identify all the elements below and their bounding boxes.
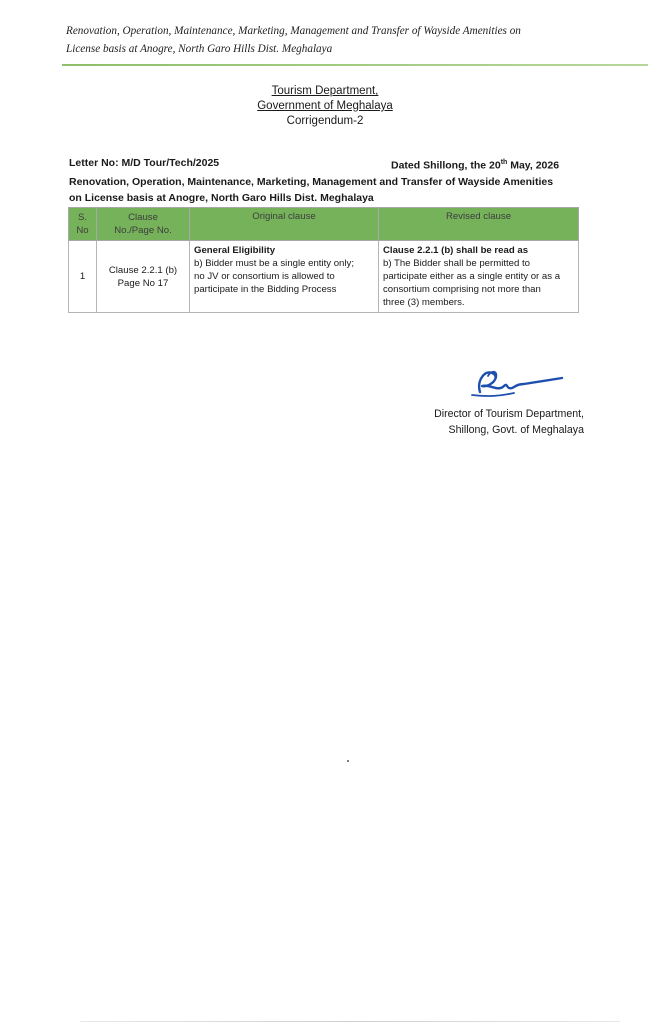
- header-original: Original clause: [190, 208, 379, 241]
- subject-block: [69, 174, 579, 206]
- letter-date: [391, 156, 559, 173]
- header-sno-line-1: S.: [77, 212, 88, 223]
- table-header-row: [69, 208, 579, 241]
- signatory-location: Shillong, Govt. of Meghalaya: [448, 424, 584, 436]
- revised-line: three (3) members.: [383, 297, 465, 308]
- row-sno: 1: [69, 241, 97, 313]
- date-suffix: May, 2026: [507, 159, 560, 172]
- row-clause-line-2: Page No 17: [117, 277, 169, 289]
- revised-heading: Clause 2.2.1 (b) shall be read as: [383, 245, 529, 256]
- row-revised-clause: [379, 241, 579, 313]
- header-sno: [69, 208, 97, 241]
- title-block: [180, 84, 470, 129]
- signature-mark: [458, 362, 578, 402]
- original-line: participate in the Bidding Process: [194, 284, 337, 295]
- header-line-2: License basis at Anogre, North Garo Hills Dist. Meghalaya: [66, 43, 333, 55]
- original-line: b) Bidder must be a single entity only;: [194, 258, 354, 269]
- header-sno-line-2: No: [76, 225, 89, 236]
- corrigendum-table: [68, 207, 579, 313]
- signature: [458, 362, 578, 402]
- speck: [347, 760, 349, 762]
- date-prefix: Dated Shillong, the 20: [391, 159, 501, 172]
- corrigendum-title: Corrigendum-2: [286, 115, 364, 127]
- row-clause: [97, 241, 190, 313]
- original-heading: General Eligibility: [194, 245, 276, 256]
- subject-line-2: on License basis at Anogre, North Garo Hills Dist. Meghalaya: [69, 192, 374, 204]
- header-clause: [97, 208, 190, 241]
- document-header: [66, 22, 596, 58]
- header-clause-line-1: Clause: [128, 212, 158, 223]
- header-divider: [62, 64, 648, 66]
- original-line: no JV or consortium is allowed to: [194, 271, 335, 282]
- table-row: [69, 241, 579, 313]
- signatory-title: Director of Tourism Department,: [434, 408, 584, 420]
- row-clause-line-1: Clause 2.2.1 (b): [108, 264, 178, 276]
- government-title: Government of Meghalaya: [257, 100, 393, 112]
- header-revised: Revised clause: [379, 208, 579, 241]
- revised-line: participate either as a single entity or as a: [383, 271, 561, 282]
- header-clause-line-2: No./Page No.: [114, 225, 172, 236]
- letter-number: Letter No: M/D Tour/Tech/2025: [69, 157, 220, 169]
- row-original-clause: [190, 241, 379, 313]
- revised-line: b) The Bidder shall be permitted to: [383, 258, 531, 269]
- signatory-block: [414, 406, 584, 438]
- subject-line-1: Renovation, Operation, Maintenance, Marketing, Management and Transfer of Wayside Amenities: [69, 176, 554, 188]
- revised-line: consortium comprising not more than: [383, 284, 541, 295]
- date-suffix-sup: th: [500, 159, 508, 166]
- bottom-edge: [80, 1021, 620, 1022]
- department-title: Tourism Department,: [271, 85, 379, 97]
- header-line-1: Renovation, Operation, Maintenance, Marketing, Management and Transfer of Wayside Amenities on: [66, 25, 521, 37]
